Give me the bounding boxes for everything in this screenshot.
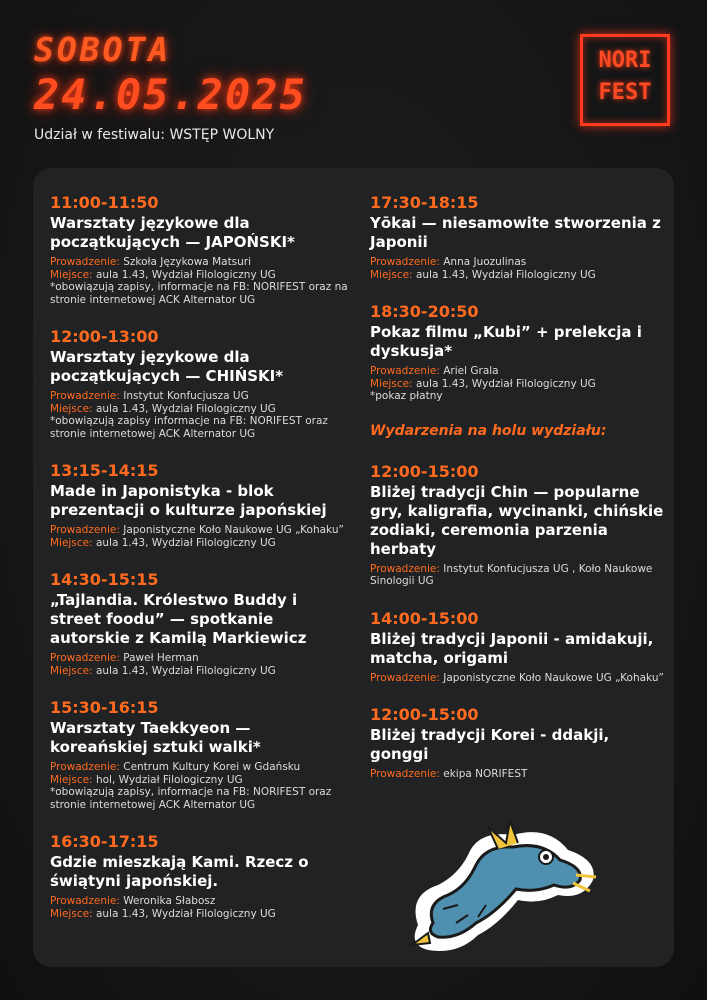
hall-event-1	[370, 461, 670, 588]
event-4	[50, 569, 350, 677]
event-6	[50, 831, 350, 920]
event-place: Miejsce: aula 1.43, Wydział Filologiczny UG	[50, 402, 276, 415]
event-time: 13:15-14:15	[50, 461, 159, 480]
event-host: Prowadzenie: Japonistyczne Koło Naukowe UG „Kohaku”	[50, 524, 344, 536]
day-heading: SOBOTA	[34, 30, 172, 69]
event-place: Miejsce: hol, Wydział Filologiczny UG	[50, 773, 243, 786]
event-title: Warsztaty Taekkyeon — koreańskiej sztuki walki*	[50, 719, 261, 756]
event-title: Bliżej tradycji Chin — popularne gry, kaligrafia, wycinanki, chińskie zodiaki, ceremonia parzenia herbaty	[370, 482, 664, 558]
event-place: Miejsce: aula 1.43, Wydział Filologiczny UG	[50, 268, 276, 281]
event-8	[370, 301, 670, 403]
event-note: *obowiązują zapisy informacje na FB: NORIFEST oraz stronie internetowej ACK Alternator UG	[50, 415, 328, 440]
event-note: *obowiązują zapisy, informacje na FB: NORIFEST oraz stronie internetowej ACK Alternator UG	[50, 786, 332, 811]
norifest-logo	[580, 34, 670, 126]
date-heading: 24.05.2025	[34, 70, 307, 119]
hall-events-heading: Wydarzenia na holu wydziału:	[370, 422, 607, 439]
event-place: Miejsce: aula 1.43, Wydział Filologiczny UG	[50, 536, 276, 549]
event-host: Prowadzenie: Japonistyczne Koło Naukowe UG „Kohaku”	[370, 671, 664, 684]
event-time: 12:00-15:00	[370, 461, 479, 481]
event-place: Miejsce: aula 1.43, Wydział Filologiczny UG	[50, 664, 276, 677]
event-host: Prowadzenie: Centrum Kultury Korei w Gdańsku	[50, 761, 301, 773]
event-note: *pokaz płatny	[370, 390, 443, 402]
event-title: Gdzie mieszkają Kami. Rzecz o świątyni japońskiej.	[50, 853, 309, 890]
event-note: *obowiązują zapisy, informacje na FB: NORIFEST oraz na stronie internetowej ACK Alternator UG	[50, 281, 348, 306]
event-3	[50, 460, 350, 549]
event-host: Prowadzenie: Instytut Konfucjusza UG , Koło Naukowe Sinologii UG	[370, 562, 653, 587]
event-host: Prowadzenie: ekipa NORIFEST	[370, 768, 528, 780]
event-place: Miejsce: aula 1.43, Wydział Filologiczny UG	[370, 268, 596, 281]
event-5	[50, 697, 350, 811]
event-time: 14:30-15:15	[50, 570, 159, 589]
entry-info: Udział w festiwalu: WSTĘP WOLNY	[34, 127, 275, 143]
event-time: 18:30-20:50	[370, 302, 479, 321]
event-1	[50, 192, 350, 306]
event-title: Warsztaty językowe dla początkujących — CHIŃSKI*	[50, 348, 284, 385]
event-2	[50, 326, 350, 440]
event-host: Prowadzenie: Anna Juozulinas	[370, 256, 527, 268]
event-host: Prowadzenie: Weronika Słabosz	[50, 895, 216, 907]
event-time: 16:30-17:15	[50, 832, 159, 851]
event-time: 11:00-11:50	[50, 193, 159, 212]
event-place: Miejsce: aula 1.43, Wydział Filologiczny UG	[50, 907, 276, 920]
event-time: 12:00-13:00	[50, 327, 159, 346]
event-title: Bliżej tradycji Korei - ddakji, gonggi	[370, 726, 610, 763]
hall-event-3	[370, 704, 670, 781]
event-7	[370, 192, 670, 281]
event-title: Pokaz filmu „Kubi” + prelekcja i dyskusja*	[370, 323, 642, 360]
event-time: 17:30-18:15	[370, 193, 479, 212]
logo-line-1: NORI	[598, 48, 652, 73]
event-title: Yōkai — niesamowite stworzenia z Japonii	[370, 214, 661, 251]
event-host: Prowadzenie: Szkoła Językowa Matsuri	[50, 256, 252, 268]
event-place: Miejsce: aula 1.43, Wydział Filologiczny UG	[370, 377, 596, 390]
event-title: Bliżej tradycji Japonii - amidakuji, matcha, origami	[370, 629, 654, 667]
event-title: Made in Japonistyka - blok prezentacji o kulturze japońskiej	[50, 482, 327, 519]
schedule-right-column	[370, 192, 670, 801]
hall-event-2	[370, 608, 670, 685]
event-time: 12:00-15:00	[370, 705, 479, 724]
event-title: Warsztaty językowe dla początkujących — JAPOŃSKI*	[50, 214, 295, 251]
event-host: Prowadzenie: Instytut Konfucjusza UG	[50, 390, 249, 402]
event-time: 15:30-16:15	[50, 698, 159, 717]
event-host: Prowadzenie: Paweł Herman	[50, 652, 199, 664]
schedule-left-column	[50, 192, 350, 940]
event-time: 14:00-15:00	[370, 608, 479, 628]
dragon-illustration	[398, 805, 608, 965]
event-title: „Tajlandia. Królestwo Buddy i street foodu” — spotkanie autorskie z Kamilą Markiewicz	[50, 591, 307, 647]
logo-line-2: FEST	[598, 80, 652, 105]
event-host: Prowadzenie: Ariel Grala	[370, 365, 499, 377]
